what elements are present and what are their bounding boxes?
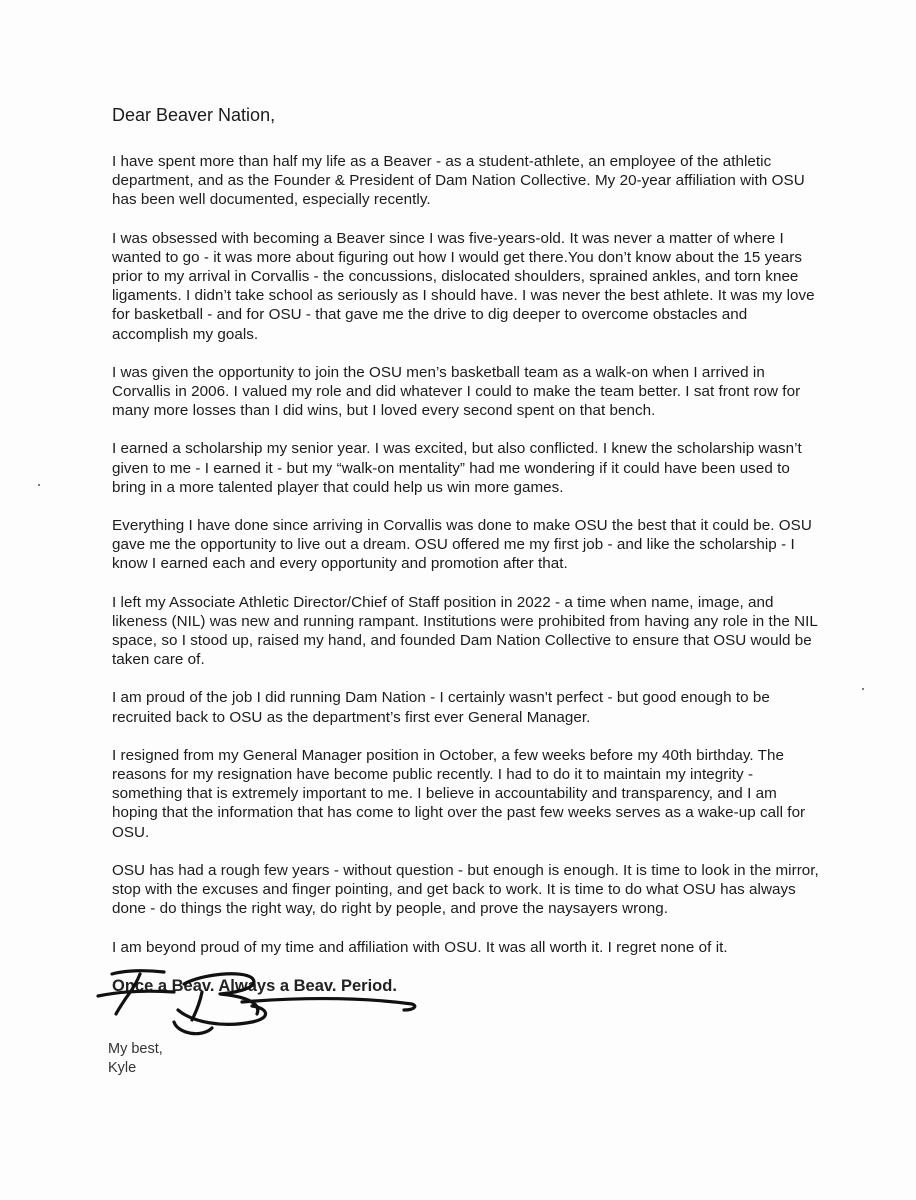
handwritten-signature (92, 962, 422, 1042)
signoff-text: My best, (108, 1041, 163, 1057)
paragraph-8: I resigned from my General Manager position in October, a few weeks before my 40th birthday. The reasons for my resignation have become public recently. I had to do it to maintain my integrity - something that is extremely important to me. I believe in accountability and transparency, and I am hoping that the information that has come to light over the past few weeks serves as a wake-up call for OSU. (112, 746, 806, 841)
scan-speck (862, 688, 864, 690)
signoff-block (108, 1040, 163, 1078)
letter-body (112, 104, 822, 996)
paragraph-1: I have spent more than half my life as a Beaver - as a student-athlete, an employee of the athletic department, and as the Founder & President of Dam Nation Collective. My 20-year affiliation with OSU has been well documented, especially recently. (112, 153, 805, 209)
paragraph-10: I am beyond proud of my time and affiliation with OSU. It was all worth it. I regret none of it. (112, 938, 728, 956)
salutation: Dear Beaver Nation, (112, 105, 276, 125)
paragraph-2: I was obsessed with becoming a Beaver since I was five-years-old. It was never a matter of where I wanted to go - it was more about figuring out how I would get there.You don’t know about the 15 years prior to my arrival in Corvallis - the concussions, dislocated shoulders, sprained ankles, and torn knee ligaments. I didn’t take school as seriously as I should have. I was never the best athlete. It was my love for basketball - and for OSU - that gave me the drive to dig deeper to overcome obstacles and accomplish my goals. (112, 229, 815, 343)
paragraph-9: OSU has had a rough few years - without question - but enough is enough. It is time to look in the mirror, stop with the excuses and finger pointing, and get back to work. It is time to do what OSU has always done - do things the right way, do right by people, and prove the naysayers wrong. (112, 861, 819, 918)
scan-speck (38, 484, 40, 486)
paragraph-4: I earned a scholarship my senior year. I was excited, but also conflicted. I knew the scholarship wasn’t given to me - I earned it - but my “walk-on mentality” had me wondering if it could have been used to bring in a more talented player that could help us win more games. (112, 440, 802, 496)
closing-line: Once a Beav. Always a Beav. Period. (112, 976, 397, 995)
paragraph-5: Everything I have done since arriving in Corvallis was done to make OSU the best that it could be. OSU gave me the opportunity to live out a dream. OSU offered me my first job - and like the scholarship - I know I earned each and every opportunity and promotion after that. (112, 517, 812, 573)
paragraph-6: I left my Associate Athletic Director/Chief of Staff position in 2022 - a time when name, image, and likeness (NIL) was new and running rampant. Institutions were prohibited from having any role in the NIL space, so I stood up, raised my hand, and founded Dam Nation Collective to ensure that OSU would be taken care of. (112, 593, 818, 669)
paragraph-7: I am proud of the job I did running Dam Nation - I certainly wasn't perfect - but good enough to be recruited back to OSU as the department’s first ever General Manager. (112, 689, 770, 726)
paragraph-3: I was given the opportunity to join the OSU men’s basketball team as a walk-on when I arrived in Corvallis in 2006. I valued my role and did whatever I could to make the team better. I sat front row for many more losses than I did wins, but I loved every second spent on that bench. (112, 363, 801, 420)
signer-name: Kyle (108, 1060, 137, 1076)
